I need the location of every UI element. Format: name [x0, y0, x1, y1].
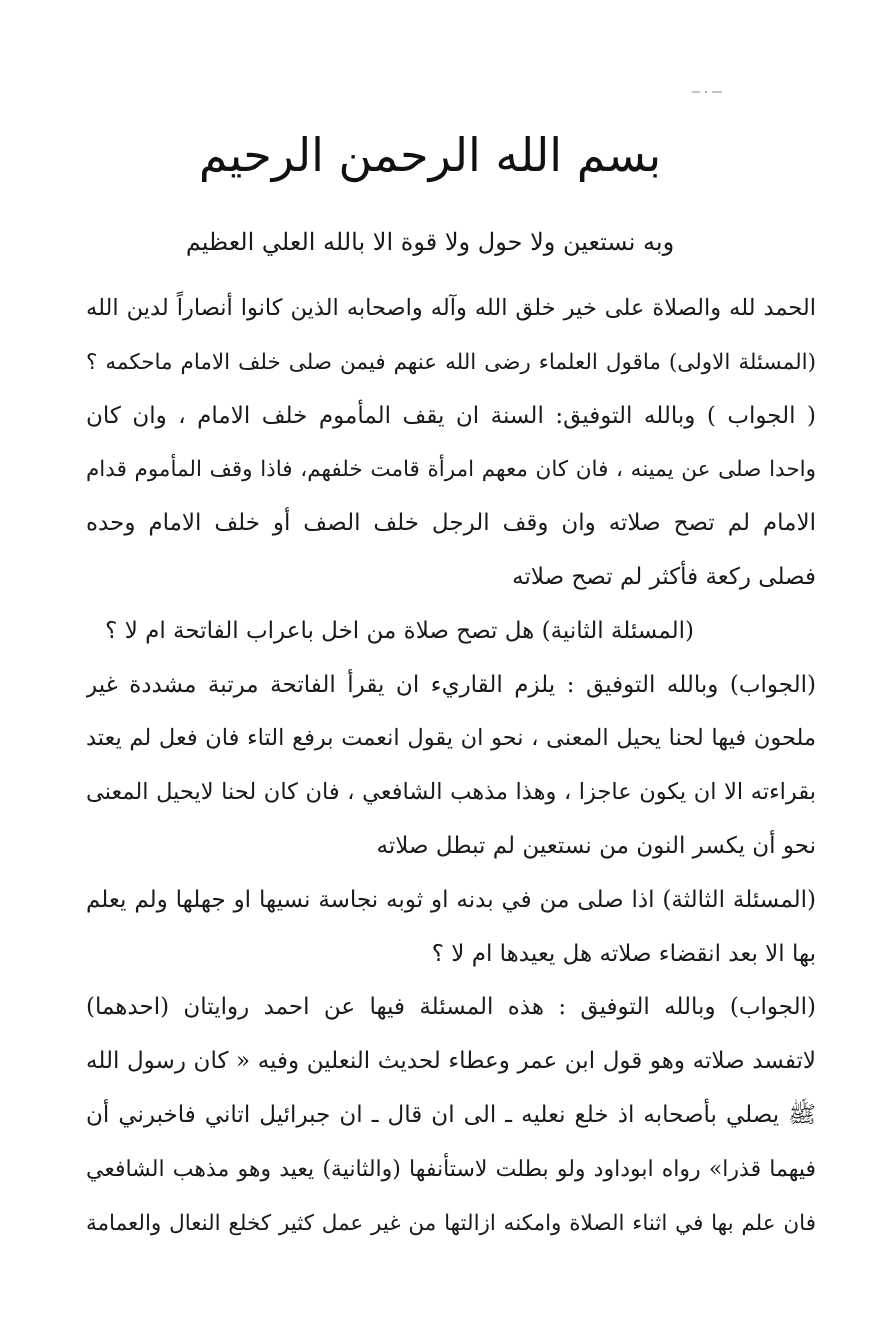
- text-line: بها الا بعد انقضاء صلاته هل يعيدها ام لا ؟: [431, 940, 816, 967]
- corner-mark: [692, 86, 726, 96]
- text-line: (المسئلة الثالثة) اذا صلى من في بدنه او ثوبه نجاسة نسيها او جهلها ولم يعلم: [86, 886, 816, 913]
- text-line: (الجواب) وبالله التوفيق : هذه المسئلة فيها عن احمد روايتان (احدهما): [86, 994, 816, 1021]
- basmala-heading: [195, 100, 665, 210]
- text-line: ملحون فيها لحنا يحيل المعنى ، نحو ان يقول انعمت برفع التاء فان فعل لم يعتد: [86, 725, 816, 752]
- text-line: فان علم بها في اثناء الصلاة وامكنه ازالتها من غير عمل كثير كخلع النعال والعمامة: [86, 1210, 816, 1236]
- text-line: واحدا صلى عن يمينه ، فان كان معهم امرأة قامت خلفهم، فاذا وقف المأموم قدام: [86, 457, 816, 483]
- text-line: نحو أن يكسر النون من نستعين لم تبطل صلاته: [376, 832, 816, 859]
- text-line: الامام لم تصح صلاته وان وقف الرجل خلف الصف أو خلف الامام وحده: [86, 510, 816, 537]
- text-line: فصلى ركعة فأكثر لم تصح صلاته: [512, 563, 816, 590]
- text-line: (المسئلة الاولى) ماقول العلماء رضى الله عنهم فيمن صلى خلف الامام ماحكمه ؟: [86, 349, 816, 375]
- text-line: فيهما قذرا» رواه ابوداود ولو بطلت لاستأنفها (والثانية) يعيد وهو مذهب الشافعي: [86, 1156, 816, 1182]
- invocation-line: وبه نستعين ولا حول ولا قوة الا بالله العلي العظيم: [185, 228, 675, 256]
- text-line: بقراءته الا ان يكون عاجزا ، وهذا مذهب الشافعي ، فان كان لحنا لايحيل المعنى: [86, 779, 816, 806]
- text-line: (المسئلة الثانية) هل تصح صلاة من اخل باعراب الفاتحة ام لا ؟: [105, 617, 694, 644]
- text-line: ( الجواب ) وبالله التوفيق: السنة ان يقف المأموم خلف الامام ، وان كان: [86, 402, 816, 429]
- text-line: (الجواب) وبالله التوفيق : يلزم القاريء ان يقرأ الفاتحة مرتبة مشددة غير: [86, 671, 816, 698]
- text-line: لاتفسد صلاته وهو قول ابن عمر وعطاء لحديث النعلين وفيه « كان رسول الله: [86, 1048, 816, 1075]
- basmala-text: بسم الله الرحمن الرحيم: [198, 128, 662, 182]
- text-line: الحمد لله والصلاة على خير خلق الله وآله واصحابه الذين كانوا أنصاراً لدين الله: [86, 295, 816, 321]
- body-text: [86, 282, 816, 1250]
- text-line: ﷺ يصلي بأصحابه اذ خلع نعليه ـ الى ان قال ـ ان جبرائيل اتاني فاخبرني أن: [86, 1101, 816, 1128]
